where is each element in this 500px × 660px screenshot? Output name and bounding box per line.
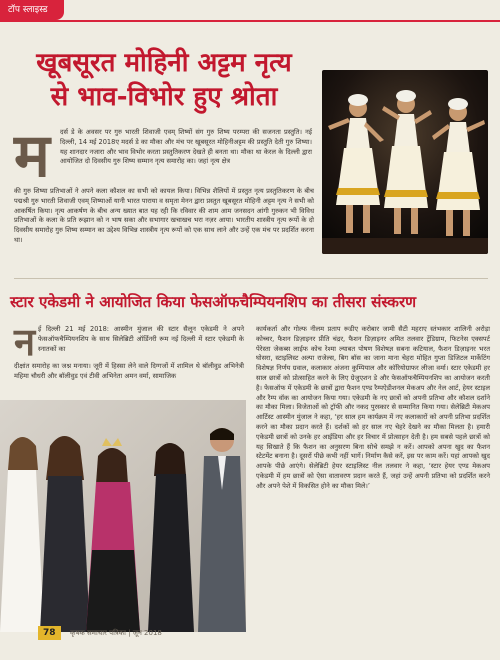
article1-drop-cap: म (14, 121, 50, 191)
page-number: 78 (38, 626, 61, 640)
footer-magazine-label: कृषक समाचार पत्रिका | जून 2018 (70, 629, 162, 637)
article-divider (14, 278, 488, 279)
article1-headline (14, 46, 314, 114)
article1-headline-line1: खूबसूरत मोहिनी अट्टम नृत्य (36, 48, 292, 78)
article2-headline: स्टार एकेडमी ने आयोजित किया फेसऑफचैम्पियनशिप का तीसरा संस्करण (10, 293, 417, 311)
article2-drop-cap: न (14, 319, 36, 364)
section-tab: टॉप स्लाइस्ड (0, 0, 64, 20)
article1-paragraph-body: की गुरु शिष्या प्रतिभाओं ने अपने कला कौशल का सभी को कायल किया। विभिन्न शैलियों में प्रस्तुत नृत्य प्रस्तुतिकरण के बीच पद्मश्री गुरु भारती शिवाजी एवम् शिष्याओं यानी भारत पाराया व समृता मेनन द्वारा प्रस्तुत खूबसूरत मोहिनी अट्टम नृत्य ने सभी को आकर्षित किया। नृत्य आकर्षण के बीच अन्य ख्यात बात यह रही कि रविवार की शाम आम जनसदन आंगी गुरुकन भी विविध प्रतिभाओं के कला के प्रति रूझान को न भाष सका और सभागार खचाखच भरा नज़र आया। भारतीय शास्त्रीय नृत्य रूपों के दो दिवसीय समारोह गुरु शिष्य सम्मान का उद्देश्य विभिन्न शास्त्रीय नृत्य रूपों को एक साथ लाने और उन्हें एक मंच पर प्रदर्शित करना था। (14, 187, 315, 244)
section-rule (0, 20, 500, 22)
event-group-photo (0, 400, 246, 632)
article1-headline-line2: से भाव-विभोर हुए श्रोता (50, 82, 278, 112)
article1-paragraph-intro: दर्स डे के अवसर पर गुरु भारती शिवाजी एवम् शिष्यों संग गुरु शिष्य परम्परा की सजनता प्रस्तुति। नई दिल्ली, 14 मई 2018ए मदर्स डे का मौका और मंच पर खूबसूरत मोहिनीअट्टम की प्रस्तुति देती गुरु शिष्या। यह शानदार नजारा और भाव विभोर करता प्रस्तुतिकरण देखते ही बनता था। मौका था केरल के दिल्ली द्वारा आयोजित दो दिवसीय गुरु शिष्य सम्मान नृत्य समारोह का। जहां नृत्य क्षेत्र (60, 128, 312, 166)
dance-performance-photo (322, 70, 488, 254)
article2-paragraph-intro: ई दिल्ली 21 मई 2018: आस्मीन मुंजाल की स्टार सैलून एकेडमी ने अपने फेसऑफचैम्पियनशिप के साथ सिलेब्रिटी ऑर्डिनरी रूम नई दिल्ली में स्टार एकेडमी के स्नातकों का (38, 325, 244, 353)
article2-paragraph-continued: दीक्षांत समारोह का जश्न मनाया। जूरी में हिस्सा लेने वाले दिग्गजों में शामिल थे बॉलीवुड अभिनेत्री महिमा चौधरी और बॉलीवुड एवं टीवी अभिनेता अमन वर्मा, सामाजिक (14, 362, 244, 380)
article2-paragraph-right-column: कार्यकर्ता और गोल्फ नीलम प्रताप रूडीए करोबार जामी सैटी महराए स्तंभकार शालिनी अरोड़ा कोच्चर, फैशन डिज़ाइनर प्रीति चंद्रर, फैशन डिज़ाइनर अमित तलवार ट्रेंडिग्राम, फिटनेस एक्सपर्ट पेरेस्ता जेकब्स लाईफ कोच रेश्मा ल्याबत पोषण विशेषज्ञ सबना कटियाल, फैशन डिज़ाइनर भरत घोसरा, स्टाइलिस्ट अल्पा राजेल्स, बिग बॉस का जाना माना चेहरा मोहित गुप्ता डिजिटल मार्केटिंग विशेषज्ञ निर्णय ग्रवाल, कलाकार अंजना कुम्पियाल और कॉरियोग्राफर लीजा वर्मा। स्टार एकेडमी हर साल छात्रों को प्रोत्साहित करने के लिए ग्रेजुएशन डे और फेसऑफचैम्पियनशिप का आयोजन करती है। फेसऑफ में एकेडमी के छात्रों द्वारा फैशन एण्ड रैम्पऐडीशनल मेकअप और नेल आर्ट, हेयर स्टाइल और रैम्प वॉक का आयोजन किया गया। एकेडमी के नए छात्रों को अपनी प्रतिभा और कौशल दर्शाने का मौका मिला। विजेताओं को ट्रॉफी और नकद पुरस्कार से सम्मानित किया गया। सेलेब्रिटी मेकअप आर्टिस्ट आस्मीन मुंजाल ने कहा, ‘हर साल हम कार्यक्रम में नए कलाकारों को अपनी प्रतिभा प्रदर्शित करने का मौका प्रदान करते हैं। दर्शकों को हर साल नए चेहरे देखने का मौका मिलता है। हमारी एकेडमी छात्रों को उनके हर आईडिया और हर विचार में प्रोत्साहन देती है। हम सबसे पहले छात्रों को यह सिखाते हैं कि फैशन का अनुसरण बिना सोचे समझे न करें। आपको अपना खुद का फैशन स्टेटमेंट बनाना है। दूसरों पीछे कभी नहीं भागें। निर्माण कैसे करें, इस पर काम करें। यहां आपको खुद आपके पीछे आएंगे। सेलेब्रिटी हेयर स्टाइलिस्ट नील तलवार ने कहा, ‘स्टार हेयर एण्ड मेकअप एकेडमी में हम छात्रों को ऐसा वातावरण प्रदान करते हैं, जहां उन्हें अपनी प्रतिभा को प्रदर्शित करने और अपने पेशे में विकसित होने का मौका मिले।’ (256, 325, 490, 490)
